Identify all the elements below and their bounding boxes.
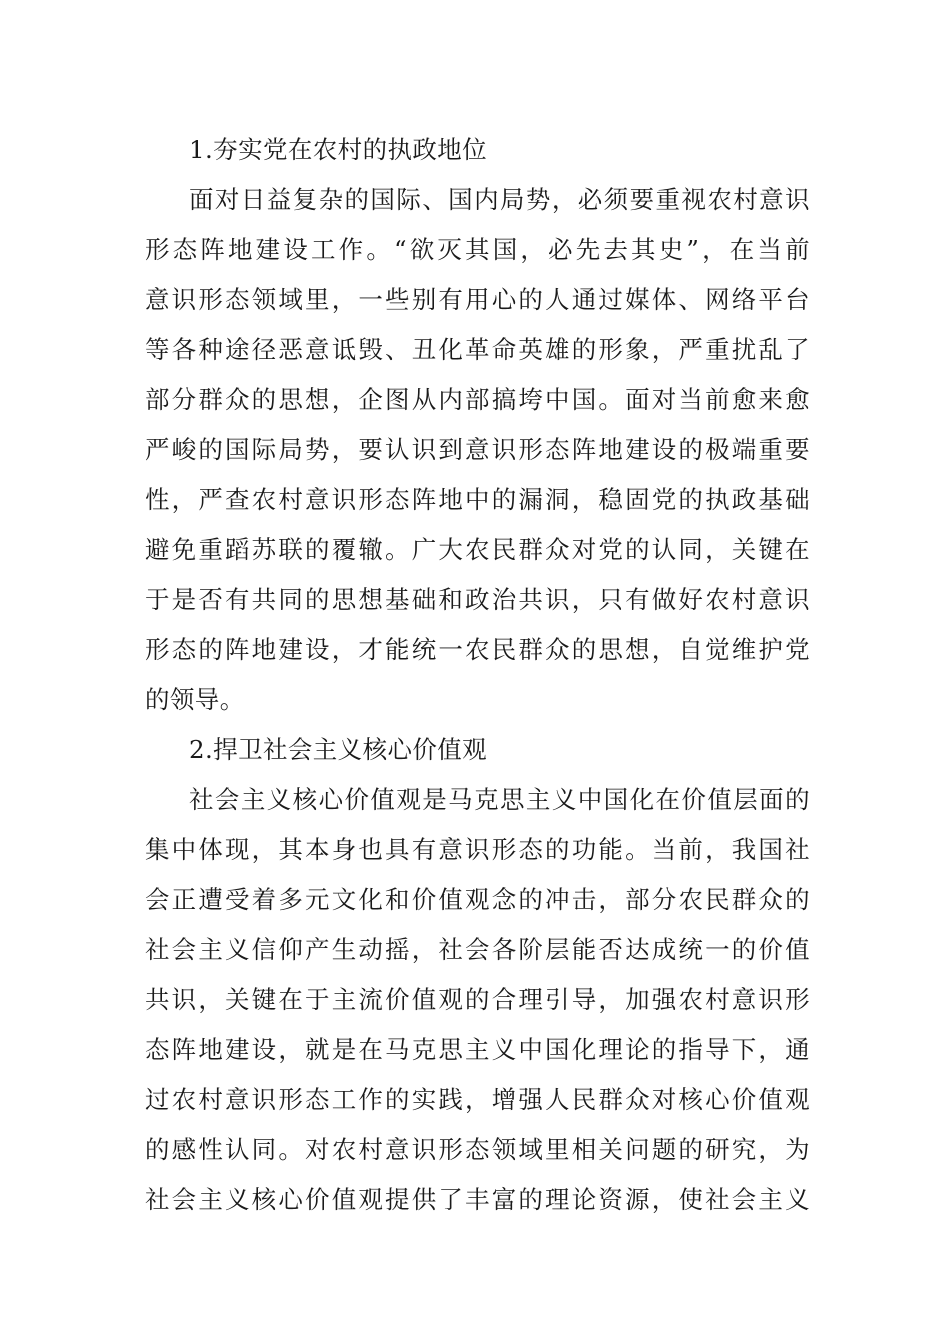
paragraph-line: 社会主义核心价值观是马克思主义中国化在价值层面的 bbox=[189, 785, 810, 814]
section-paragraph-2 bbox=[145, 775, 810, 1225]
paragraph-line: 等各种途径恶意诋毁、丑化革命英雄的形象，严重扰乱了 bbox=[145, 335, 810, 364]
paragraph-line: 的感性认同。对农村意识形态领域里相关问题的研究，为 bbox=[145, 1135, 810, 1164]
section-heading-2: 2.捍卫社会主义核心价值观 bbox=[189, 735, 488, 764]
paragraph-line: 集中体现，其本身也具有意识形态的功能。当前，我国社 bbox=[145, 835, 810, 864]
paragraph-line: 意识形态领域里，一些别有用心的人通过媒体、网络平台 bbox=[145, 285, 810, 314]
paragraph-line: 共识，关键在于主流价值观的合理引导，加强农村意识形 bbox=[145, 985, 810, 1014]
section-paragraph-1 bbox=[145, 175, 810, 725]
paragraph-line: 的领导。 bbox=[145, 685, 245, 714]
paragraph-line: 部分群众的思想，企图从内部搞垮中国。面对当前愈来愈 bbox=[145, 385, 810, 414]
paragraph-line: 过农村意识形态工作的实践，增强人民群众对核心价值观 bbox=[145, 1085, 810, 1114]
paragraph-line: 社会主义信仰产生动摇，社会各阶层能否达成统一的价值 bbox=[145, 935, 810, 964]
document-body bbox=[145, 125, 810, 1225]
paragraph-line: 态阵地建设，就是在马克思主义中国化理论的指导下，通 bbox=[145, 1035, 810, 1064]
paragraph-line: 严峻的国际局势，要认识到意识形态阵地建设的极端重要 bbox=[145, 435, 810, 464]
paragraph-line: 形态阵地建设工作。“欲灭其国，必先去其史”，在当前 bbox=[145, 235, 810, 264]
paragraph-line: 面对日益复杂的国际、国内局势，必须要重视农村意识 bbox=[189, 185, 810, 214]
paragraph-line: 社会主义核心价值观提供了丰富的理论资源，使社会主义 bbox=[145, 1185, 810, 1214]
paragraph-line: 避免重蹈苏联的覆辙。广大农民群众对党的认同，关键在 bbox=[145, 535, 810, 564]
section-heading-1: 1.夯实党在农村的执政地位 bbox=[189, 135, 488, 164]
paragraph-line: 会正遭受着多元文化和价值观念的冲击，部分农民群众的 bbox=[145, 885, 810, 914]
paragraph-line: 于是否有共同的思想基础和政治共识，只有做好农村意识 bbox=[145, 585, 810, 614]
paragraph-line: 形态的阵地建设，才能统一农民群众的思想，自觉维护党 bbox=[145, 635, 810, 664]
paragraph-line: 性，严查农村意识形态阵地中的漏洞，稳固党的执政基础 bbox=[145, 485, 810, 514]
